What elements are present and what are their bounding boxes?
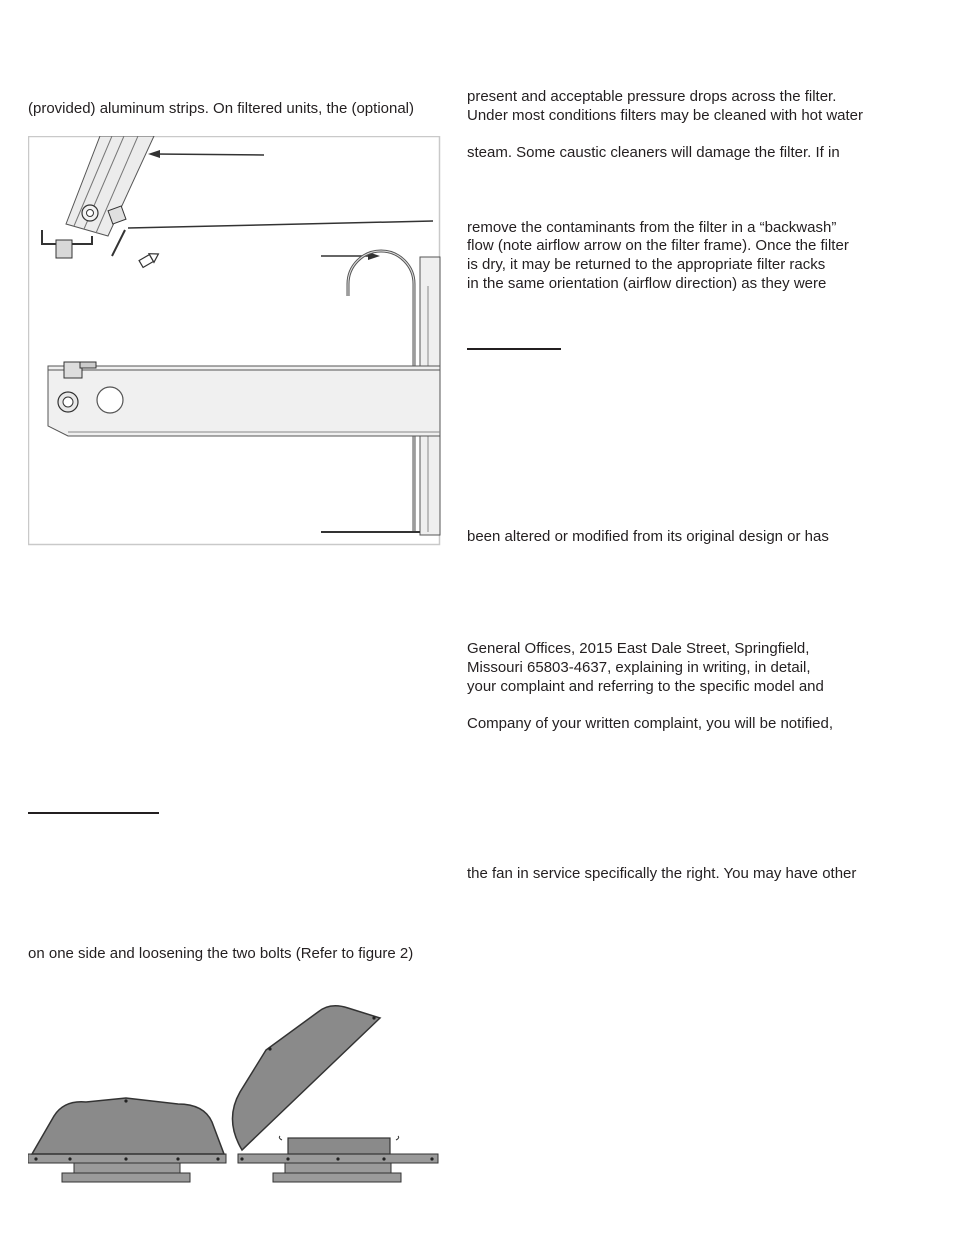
- right-text-line-c2: is dry, it may be returned to the appropriate filter racks: [467, 256, 826, 273]
- right-text-line-c3: in the same orientation (airflow direction) as they were: [467, 275, 827, 292]
- horizontal-rail: [48, 362, 440, 436]
- right-text-line-b: steam. Some caustic cleaners will damage the filter. If in: [467, 144, 840, 161]
- figure-filter-rack: [28, 136, 441, 546]
- right-text-line-e2: your complaint and referring to the specific model and: [467, 678, 824, 695]
- right-text-line-e1: Missouri 65803-4637, explaining in writing, in detail,: [467, 659, 811, 676]
- hood-opened: [232, 1006, 438, 1182]
- figure-hood-hinge: [28, 1000, 440, 1188]
- section-heading-rule-right: [467, 348, 561, 350]
- right-text-line-c0: remove the contaminants from the filter in a “backwash”: [467, 219, 837, 236]
- right-text-line-e0: General Offices, 2015 East Dale Street, Springfield,: [467, 640, 810, 657]
- left-text-line-2: on one side and loosening the two bolts (Refer to figure 2): [28, 945, 414, 962]
- right-text-line-a1: Under most conditions filters may be cleaned with hot water: [467, 107, 864, 124]
- right-text-line-c1: flow (note airflow arrow on the filter frame). Once the filter: [467, 237, 849, 254]
- right-text-line-g: the fan in service specifically the right. You may have other: [467, 865, 857, 882]
- left-text-line-1: (provided) aluminum strips. On filtered units, the (optional): [28, 100, 415, 117]
- section-heading-rule-left: [28, 812, 159, 814]
- hood-closed: [28, 1098, 226, 1182]
- right-text-line-d: been altered or modified from its original design or has: [467, 528, 829, 545]
- right-text-line-a0: present and acceptable pressure drops across the filter.: [467, 88, 837, 105]
- right-text-line-f: Company of your written complaint, you will be notified,: [467, 715, 834, 732]
